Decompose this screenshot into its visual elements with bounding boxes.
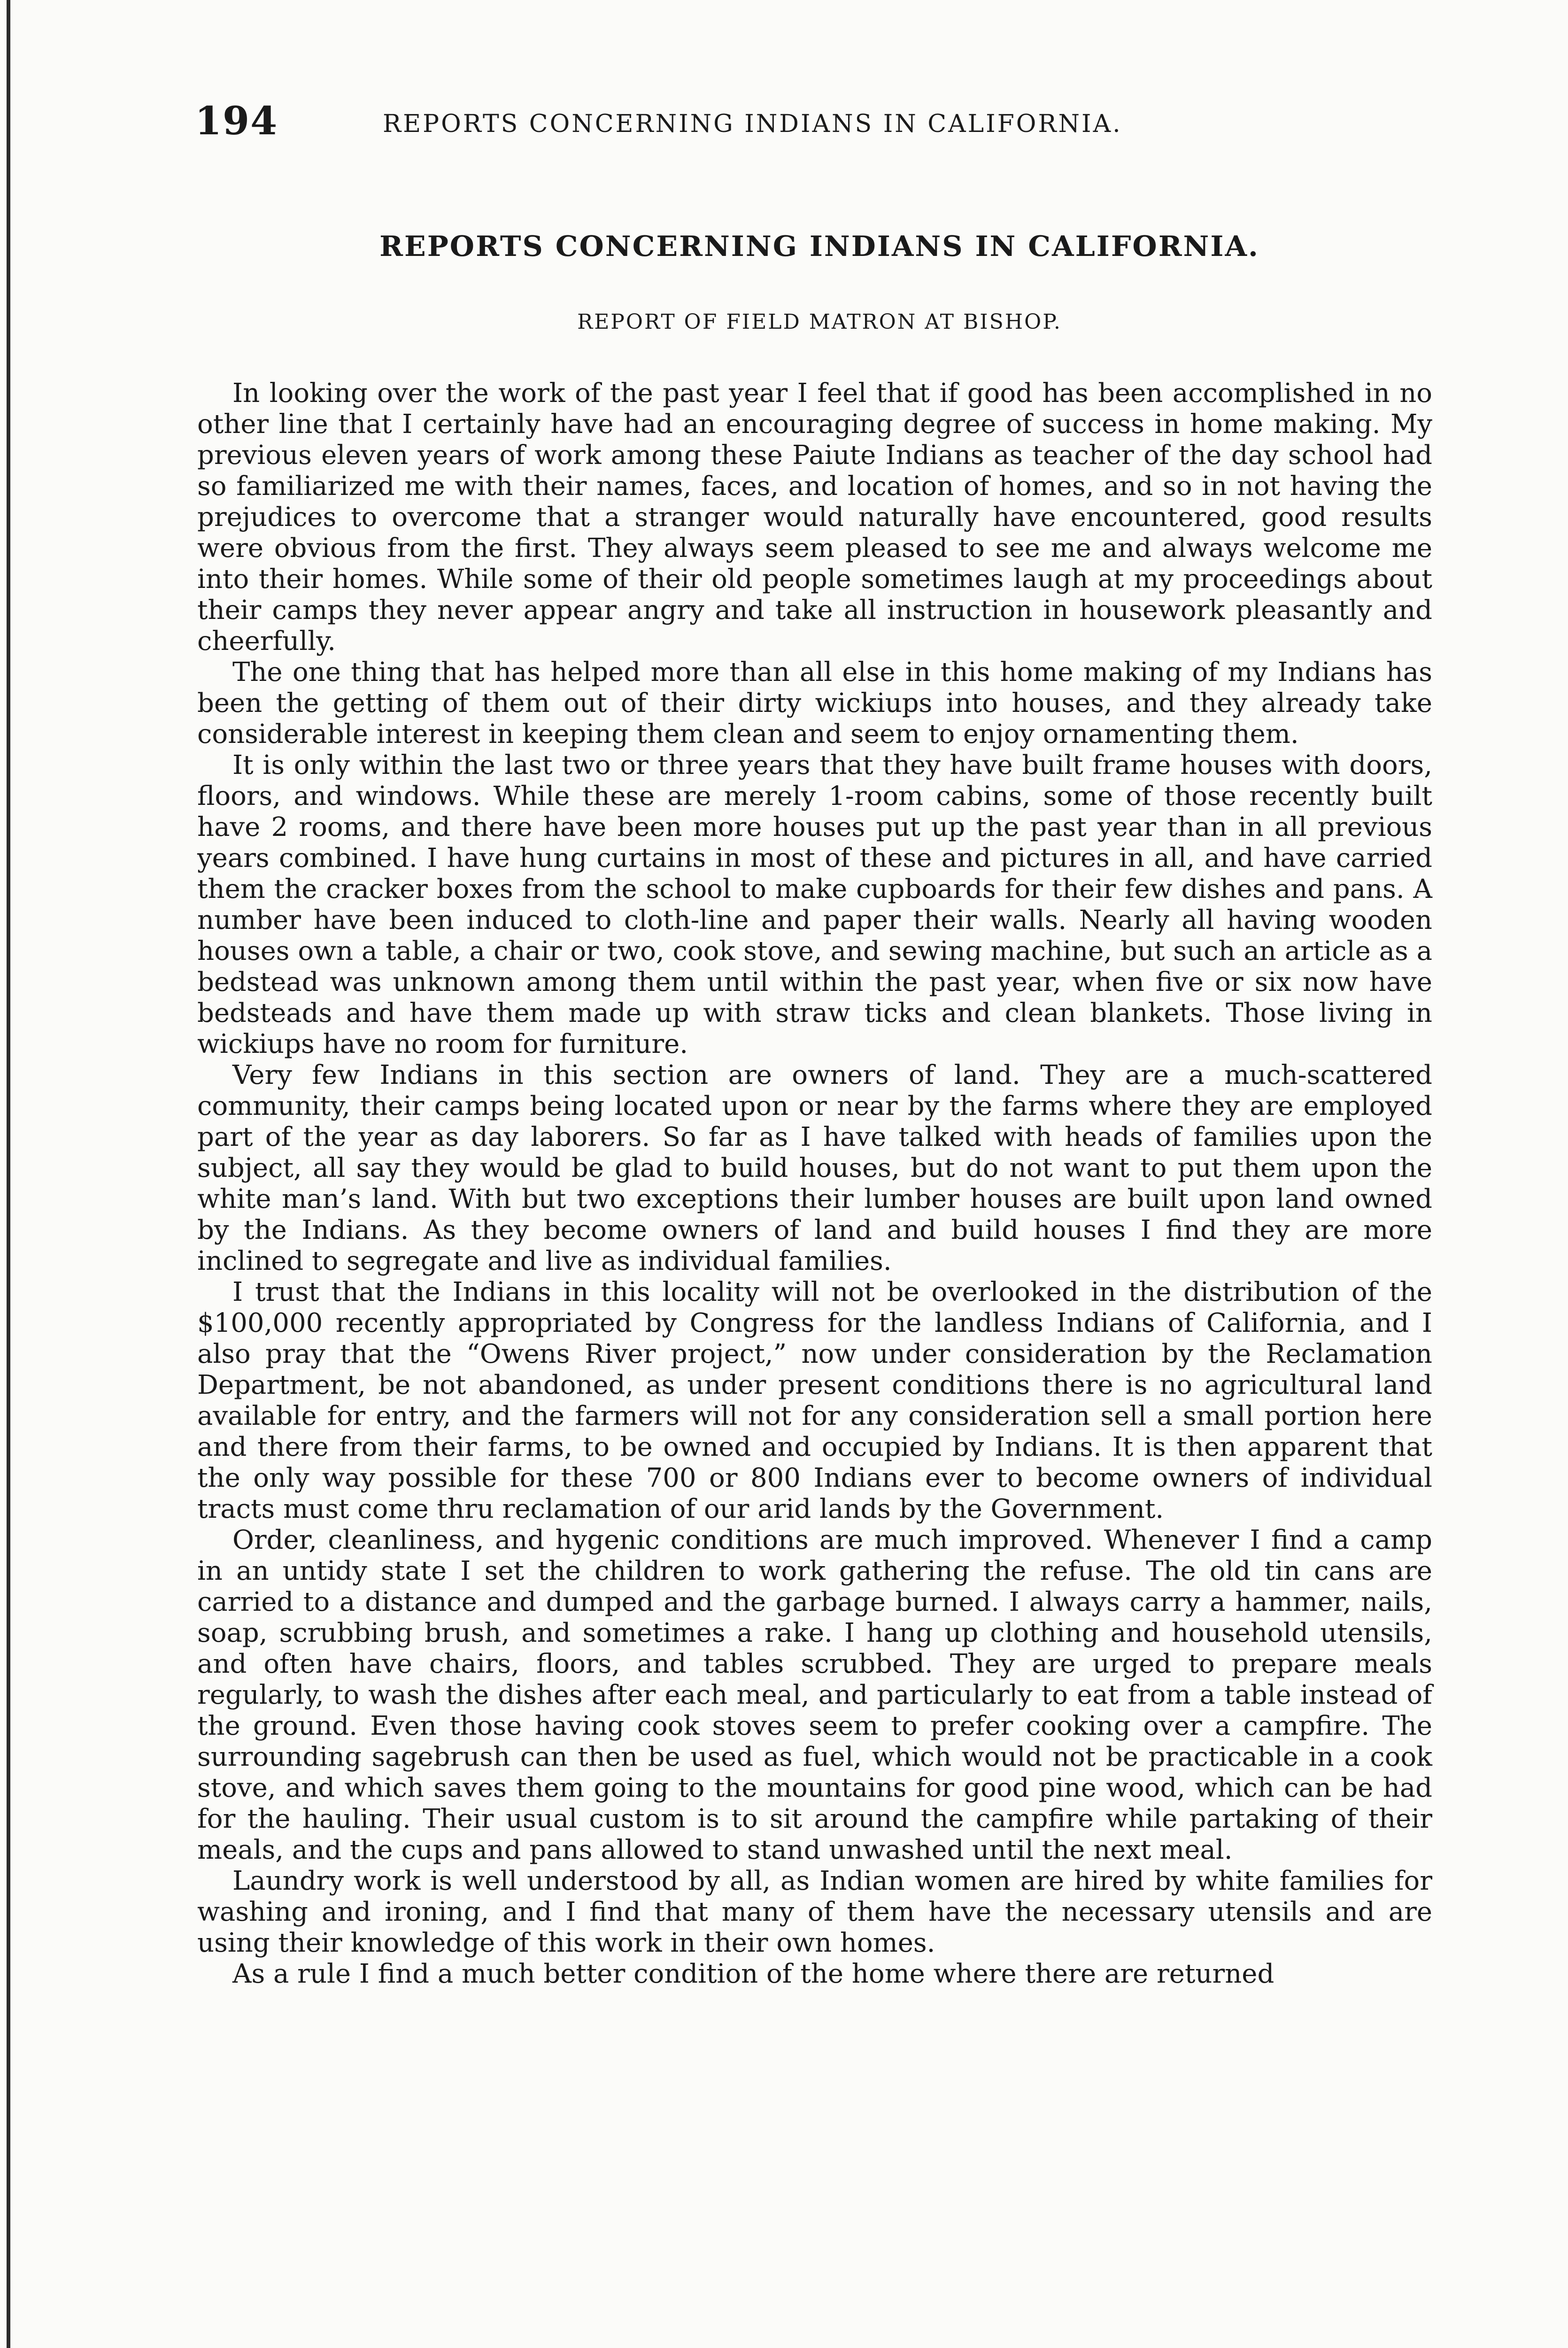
document-title: REPORTS CONCERNING INDIANS IN CALIFORNIA.: [379, 230, 1259, 263]
report-body: [197, 378, 1432, 1990]
report-subtitle: REPORT OF FIELD MATRON AT BISHOP.: [577, 310, 1062, 334]
paragraph: Laundry work is well understood by all, as Indian women are hired by white families for washing and ironing, and I find that many of them have the necessary utensils and are using their knowledge of this work in their own homes.: [197, 1866, 1432, 1958]
paragraph: Very few Indians in this section are owners of land. They are a much-scattered community, their camps being located upon or near by the farms where they are employed part of the year as day laborers. So far as I have talked with heads of families upon the subject, all say they would be glad to build houses, but do not want to put them upon the white man’s land. With but two exceptions their lumber houses are built upon land owned by the Indians. As they become owners of land and build houses I find they are more inclined to segregate and live as individual families.: [197, 1060, 1432, 1276]
scan-border-left: [7, 0, 10, 2348]
paragraph: In looking over the work of the past year I feel that if good has been accomplished in no other line that I certainly have had an encouraging degree of success in home making. My previous eleven years of work among these Paiute Indians as teacher of the day school had so familiarized me with their names, faces, and location of homes, and so in not having the prejudices to overcome that a stranger would naturally have encountered, good results were obvious from the first. They always seem pleased to see me and always welcome me into their homes. While some of their old people sometimes laugh at my proceedings about their camps they never appear angry and take all instruction in housework pleasantly and cheerfully.: [197, 378, 1432, 657]
running-title: REPORTS CONCERNING INDIANS IN CALIFORNIA.: [383, 110, 1122, 138]
page-number: 194: [195, 99, 278, 144]
paragraph: It is only within the last two or three years that they have built frame houses with doors, floors, and windows. While these are merely 1-room cabins, some of those recently built have 2 rooms, and there have been more houses put up the past year than in all previous years combined. I have hung curtains in most of these and pictures in all, and have carried them the cracker boxes from the school to make cupboards for their few dishes and pans. A number have been induced to cloth-line and paper their walls. Nearly all having wooden houses own a table, a chair or two, cook stove, and sewing machine, but such an article as a bedstead was unknown among them until within the past year, when five or six now have bedsteads and have them made up with straw ticks and clean blankets. Those living in wickiups have no room for furniture.: [197, 750, 1432, 1059]
paragraph: Order, cleanliness, and hygenic conditions are much improved. Whenever I find a camp in an untidy state I set the children to work gathering the refuse. The old tin cans are carried to a distance and dumped and the garbage burned. I always carry a hammer, nails, soap, scrubbing brush, and sometimes a rake. I hang up clothing and household utensils, and often have chairs, floors, and tables scrubbed. They are urged to prepare meals regularly, to wash the dishes after each meal, and particularly to eat from a table instead of the ground. Even those having cook stoves seem to prefer cooking over a campfire. The surrounding sagebrush can then be used as fuel, which would not be practicable in a cook stove, and which saves them going to the mountains for good pine wood, which can be had for the hauling. Their usual custom is to sit around the campfire while partaking of their meals, and the cups and pans allowed to stand unwashed until the next meal.: [197, 1525, 1432, 1865]
paragraph: The one thing that has helped more than all else in this home making of my Indians has been the getting of them out of their dirty wickiups into houses, and they already take considerable interest in keeping them clean and seem to enjoy ornamenting them.: [197, 657, 1432, 749]
paragraph: I trust that the Indians in this locality will not be overlooked in the distribution of the $100,000 recently appropriated by Congress for the landless Indians of California, and I also pray that the “Owens River project,” now under consideration by the Reclamation Department, be not abandoned, as under present conditions there is no agricultural land available for entry, and the farmers will not for any consideration sell a small portion here and there from their farms, to be owned and occupied by Indians. It is then apparent that the only way possible for these 700 or 800 Indians ever to become owners of individual tracts must come thru reclamation of our arid lands by the Government.: [197, 1277, 1432, 1524]
running-header: [195, 99, 1444, 150]
paragraph: As a rule I find a much better condition of the home where there are returned: [232, 1959, 1274, 1989]
